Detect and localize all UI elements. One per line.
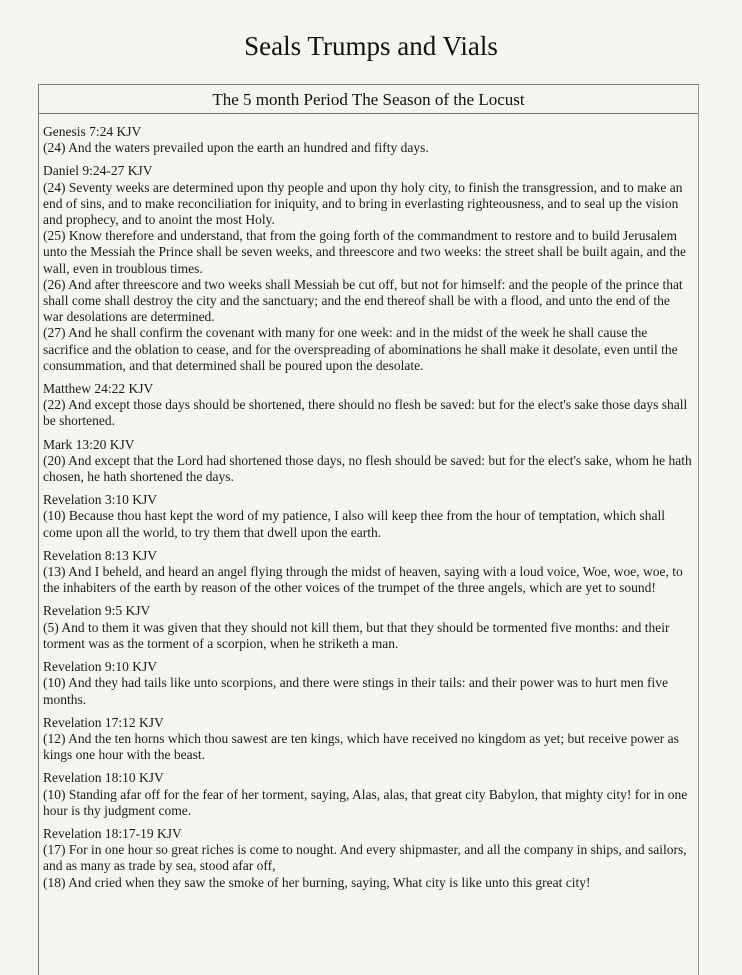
verse-text: (5) And to them it was given that they should not kill them, but that they should be tormented five months: and their torment was as the torment of a scorpion, when he striketh a man. — [43, 619, 670, 651]
passage-reference: Revelation 17:12 KJV — [43, 714, 164, 730]
page-title: Seals Trumps and Vials — [244, 31, 498, 61]
scripture-passage — [43, 124, 693, 156]
scripture-passage — [43, 492, 693, 541]
scripture-passage — [43, 163, 693, 374]
verse-text: (10) Standing afar off for the fear of her torment, saying, Alas, alas, that great city Babylon, that mighty city! for in one hour is thy judgment come. — [43, 786, 688, 818]
passage-reference: Revelation 9:10 KJV — [43, 659, 157, 675]
scripture-passage — [43, 715, 693, 764]
passage-list — [39, 114, 698, 891]
verse-text: (10) And they had tails like unto scorpions, and there were stings in their tails: and their power was to hurt men five months. — [43, 675, 668, 707]
verse-text: (22) And except those days should be shortened, there should no flesh be saved: but for the elect's sake those days shall be shortened. — [43, 397, 688, 429]
scripture-passage — [43, 826, 693, 891]
passage-reference: Revelation 3:10 KJV — [43, 492, 157, 508]
scripture-passage — [43, 770, 693, 819]
verse-text: (13) And I beheld, and heard an angel flying through the midst of heaven, saying with a loud voice, Woe, woe, woe, to the inhabiters of the earth by reason of the other voices of the trumpet of the three angels, which are yet to sound! — [43, 564, 683, 596]
passage-reference: Revelation 8:13 KJV — [43, 547, 157, 563]
verse-text: (24) And the waters prevailed upon the earth an hundred and fifty days. — [43, 140, 429, 156]
scripture-passage — [43, 381, 693, 430]
passage-reference: Matthew 24:22 KJV — [43, 381, 154, 397]
scripture-passage — [43, 548, 693, 597]
verse-text: (24) Seventy weeks are determined upon thy people and upon thy holy city, to finish the transgression, and to make an end of sins, and to make reconciliation for iniquity, and to bring in everlasting righteousness, and to seal up the vision and prophecy, and to anoint the most Holy. — [43, 179, 683, 228]
passage-reference: Daniel 9:24-27 KJV — [43, 163, 153, 179]
verse-text: (18) And cried when they saw the smoke of her burning, saying, What city is like unto this great city! — [43, 874, 591, 890]
passage-reference: Mark 13:20 KJV — [43, 436, 135, 452]
verse-text: (17) For in one hour so great riches is come to nought. And every shipmaster, and all the company in ships, and sailors, and as many as trade by sea, stood afar off, — [43, 842, 687, 874]
passage-reference: Revelation 9:5 KJV — [43, 603, 151, 619]
passage-reference: Genesis 7:24 KJV — [43, 124, 142, 139]
verse-text: (10) Because thou hast kept the word of my patience, I also will keep thee from the hour of temptation, which shall come upon all the world, to try them that dwell upon the earth. — [43, 508, 665, 540]
verse-text: (27) And he shall confirm the covenant with many for one week: and in the midst of the week he shall cause the sacrifice and the oblation to cease, and for the overspreading of abominations he shall make it desolate, even until the consummation, and that determined shall be poured upon the desolate. — [43, 325, 678, 373]
verse-text: (26) And after threescore and two weeks shall Messiah be cut off, but not for himself: and the people of the prince that shall come shall destroy the city and the sanctuary; and the end thereof shall be with a flood, and unto the end of the war desolations are determined. — [43, 276, 683, 325]
verse-text: (12) And the ten horns which thou sawest are ten kings, which have received no kingdom as yet; but receive power as kings one hour with the beast. — [43, 730, 679, 763]
scripture-passage — [43, 603, 693, 652]
verse-text: (20) And except that the Lord had shortened those days, no flesh should be saved: but for the elect's sake, whom he hath chosen, he hath shortened the days. — [43, 452, 692, 485]
passage-reference: Revelation 18:17-19 KJV — [43, 825, 182, 841]
scripture-passage — [43, 437, 693, 486]
box-header: The 5 month Period The Season of the Locust — [39, 85, 698, 114]
verse-text: (25) Know therefore and understand, that from the going forth of the commandment to restore and to build Jerusalem unto the Messiah the Prince shall be seven weeks, and threescore and two weeks: the street shall be built again, and the wall, even in troublous times. — [43, 228, 686, 276]
scripture-passage — [43, 659, 693, 708]
passage-reference: Revelation 18:10 KJV — [43, 770, 164, 786]
passage-box — [38, 84, 699, 975]
